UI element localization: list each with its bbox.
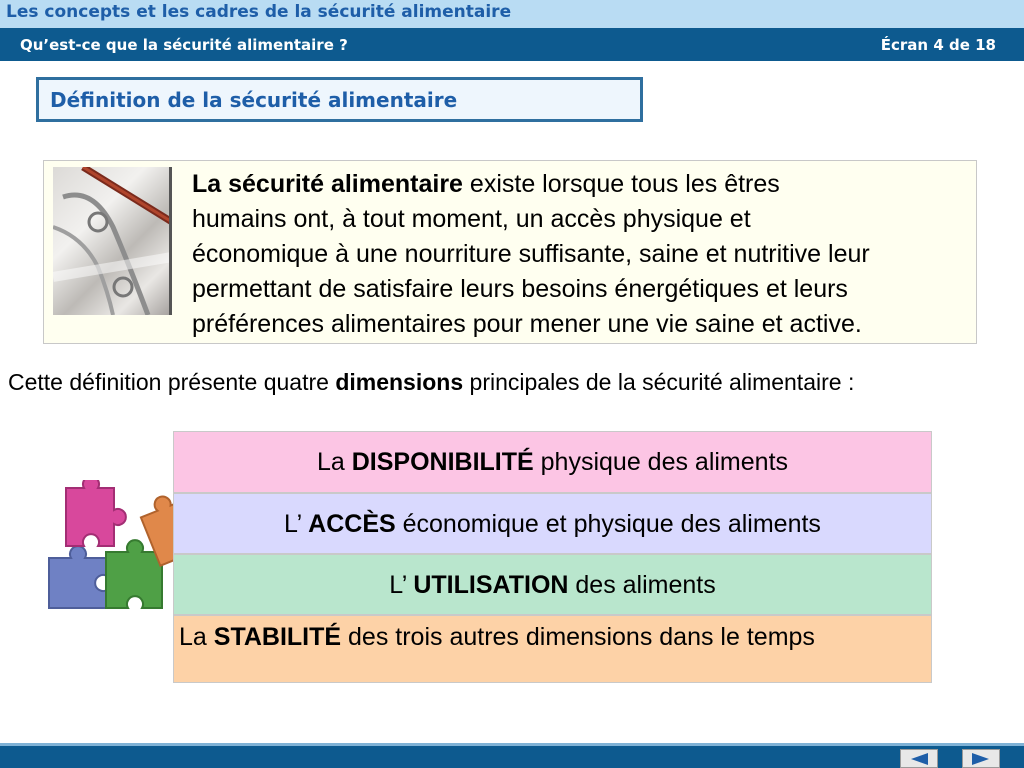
dimension-row-stabilite: La STABILITÉ des trois autres dimensions dans le temps	[173, 615, 932, 683]
arrow-left-icon	[908, 752, 930, 766]
course-title: Les concepts et les cadres de la sécurité alimentaire	[6, 2, 512, 22]
dimension-keyword: ACCÈS	[308, 510, 396, 538]
binder-photo	[53, 167, 172, 315]
course-title-bar	[0, 0, 1024, 28]
page-heading-box	[36, 77, 643, 122]
arrow-right-icon	[970, 752, 992, 766]
footer-bar	[0, 746, 1024, 768]
definition-line: humains ont, à tout moment, un accès physique et	[192, 205, 751, 233]
dimension-keyword: STABILITÉ	[213, 623, 342, 651]
dimension-row-disponibilite: La DISPONIBILITÉ physique des aliments	[173, 431, 932, 493]
definition-term: La sécurité alimentaire	[192, 170, 463, 198]
dimensions-intro: Cette définition présente quatre dimensions principales de la sécurité alimentaire :	[8, 369, 855, 395]
definition-text	[192, 167, 982, 342]
next-screen-button[interactable]	[962, 749, 1000, 768]
definition-line: économique à une nourriture suffisante, saine et nutritive leur	[192, 240, 870, 268]
dimension-row-acces: L’ ACCÈS économique et physique des aliments	[173, 493, 932, 554]
screen-counter: Écran 4 de 18	[880, 36, 996, 54]
intro-emphasis: dimensions	[335, 369, 464, 395]
page-heading: Définition de la sécurité alimentaire	[50, 88, 458, 112]
definition-line: permettant de satisfaire leurs besoins énergétiques et leurs	[192, 275, 848, 303]
section-bar	[0, 28, 1024, 61]
dimension-keyword: UTILISATION	[413, 571, 569, 599]
dimension-row-utilisation: L’ UTILISATION des aliments	[173, 554, 932, 615]
dimension-keyword: DISPONIBILITÉ	[351, 448, 534, 476]
section-title: Qu’est-ce que la sécurité alimentaire ?	[20, 36, 348, 54]
definition-line: préférences alimentaires pour mener une vie saine et active.	[192, 310, 862, 338]
definition-box	[43, 160, 977, 344]
previous-screen-button[interactable]	[900, 749, 938, 768]
definition-line: existe lorsque tous les êtres	[462, 170, 780, 198]
